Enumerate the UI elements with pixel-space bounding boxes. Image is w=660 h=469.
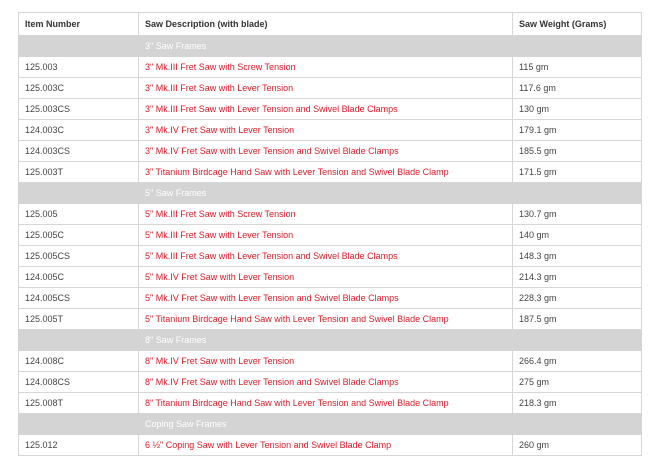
table-row <box>19 141 642 162</box>
table-row <box>19 162 642 183</box>
group-header-row <box>19 414 642 435</box>
table-row <box>19 225 642 246</box>
item-number-cell: 125.003 <box>19 57 139 78</box>
saw-description-link[interactable]: 8" Titanium Birdcage Hand Saw with Lever Tension and Swivel Blade Clamp <box>139 393 513 414</box>
group-title: Coping Saw Frames <box>139 414 513 435</box>
saw-description-link[interactable]: 5" Mk.III Fret Saw with Lever Tension and Swivel Blade Clamps <box>139 246 513 267</box>
saw-weight-cell: 260 gm <box>513 435 642 456</box>
item-number-cell: 125.003T <box>19 162 139 183</box>
group-header-row <box>19 183 642 204</box>
saw-description-link[interactable]: 3" Mk.IV Fret Saw with Lever Tension and Swivel Blade Clamps <box>139 141 513 162</box>
saw-weight-cell: 228.3 gm <box>513 288 642 309</box>
saw-weight-cell: 130 gm <box>513 99 642 120</box>
table-row <box>19 99 642 120</box>
table-row <box>19 120 642 141</box>
group-title: 5" Saw Frames <box>139 183 513 204</box>
saw-weight-cell: 218.3 gm <box>513 393 642 414</box>
item-number-cell: 125.005 <box>19 204 139 225</box>
table-body <box>19 36 642 456</box>
saw-description-link[interactable]: 5" Mk.III Fret Saw with Lever Tension <box>139 225 513 246</box>
saw-weight-cell: 115 gm <box>513 57 642 78</box>
saw-weight-cell: 179.1 gm <box>513 120 642 141</box>
saw-description-link[interactable]: 3" Mk.III Fret Saw with Lever Tension <box>139 78 513 99</box>
table-row <box>19 267 642 288</box>
table-header-row <box>19 13 642 36</box>
group-header-row <box>19 36 642 57</box>
column-header-description: Saw Description (with blade) <box>139 13 513 36</box>
saw-description-link[interactable]: 5" Titanium Birdcage Hand Saw with Lever Tension and Swivel Blade Clamp <box>139 309 513 330</box>
group-header-row <box>19 330 642 351</box>
item-number-cell: 124.003C <box>19 120 139 141</box>
saw-weight-cell: 266.4 gm <box>513 351 642 372</box>
item-number-cell: 124.003CS <box>19 141 139 162</box>
saw-description-link[interactable]: 3" Mk.III Fret Saw with Lever Tension and Swivel Blade Clamps <box>139 99 513 120</box>
saw-specs-table <box>18 12 642 456</box>
saw-weight-cell: 275 gm <box>513 372 642 393</box>
saw-weight-cell: 130.7 gm <box>513 204 642 225</box>
saw-description-link[interactable]: 3" Mk.III Fret Saw with Screw Tension <box>139 57 513 78</box>
item-number-cell: 125.005T <box>19 309 139 330</box>
group-header-spacer <box>513 36 642 57</box>
saw-weight-cell: 117.6 gm <box>513 78 642 99</box>
group-header-spacer <box>513 330 642 351</box>
group-header-spacer <box>19 330 139 351</box>
group-title: 8" Saw Frames <box>139 330 513 351</box>
saw-description-link[interactable]: 3" Titanium Birdcage Hand Saw with Lever Tension and Swivel Blade Clamp <box>139 162 513 183</box>
item-number-cell: 125.003C <box>19 78 139 99</box>
item-number-cell: 125.012 <box>19 435 139 456</box>
table-row <box>19 78 642 99</box>
column-header-item-number: Item Number <box>19 13 139 36</box>
saw-description-link[interactable]: 5" Mk.IV Fret Saw with Lever Tension and Swivel Blade Clamps <box>139 288 513 309</box>
item-number-cell: 125.005CS <box>19 246 139 267</box>
item-number-cell: 125.005C <box>19 225 139 246</box>
item-number-cell: 125.008T <box>19 393 139 414</box>
table-row <box>19 246 642 267</box>
table-row <box>19 288 642 309</box>
saw-description-link[interactable]: 8" Mk.IV Fret Saw with Lever Tension <box>139 351 513 372</box>
group-header-spacer <box>19 36 139 57</box>
saw-description-link[interactable]: 5" Mk.III Fret Saw with Screw Tension <box>139 204 513 225</box>
saw-weight-cell: 171.5 gm <box>513 162 642 183</box>
item-number-cell: 124.008CS <box>19 372 139 393</box>
saw-description-link[interactable]: 3" Mk.IV Fret Saw with Lever Tension <box>139 120 513 141</box>
table-row <box>19 57 642 78</box>
table-row <box>19 309 642 330</box>
saw-weight-cell: 140 gm <box>513 225 642 246</box>
saw-description-link[interactable]: 8" Mk.IV Fret Saw with Lever Tension and Swivel Blade Clamps <box>139 372 513 393</box>
table-row <box>19 393 642 414</box>
table-row <box>19 435 642 456</box>
group-header-spacer <box>19 183 139 204</box>
group-header-spacer <box>513 183 642 204</box>
saw-description-link[interactable]: 6 ½" Coping Saw with Lever Tension and Swivel Blade Clamp <box>139 435 513 456</box>
saw-weight-cell: 185.5 gm <box>513 141 642 162</box>
saw-weight-cell: 214.3 gm <box>513 267 642 288</box>
saw-weight-cell: 187.5 gm <box>513 309 642 330</box>
table-row <box>19 204 642 225</box>
table-row <box>19 351 642 372</box>
item-number-cell: 124.005C <box>19 267 139 288</box>
group-header-spacer <box>513 414 642 435</box>
item-number-cell: 124.005CS <box>19 288 139 309</box>
item-number-cell: 125.003CS <box>19 99 139 120</box>
saw-description-link[interactable]: 5" Mk.IV Fret Saw with Lever Tension <box>139 267 513 288</box>
column-header-weight: Saw Weight (Grams) <box>513 13 642 36</box>
item-number-cell: 124.008C <box>19 351 139 372</box>
group-title: 3" Saw Frames <box>139 36 513 57</box>
group-header-spacer <box>19 414 139 435</box>
table-row <box>19 372 642 393</box>
saw-weight-cell: 148.3 gm <box>513 246 642 267</box>
